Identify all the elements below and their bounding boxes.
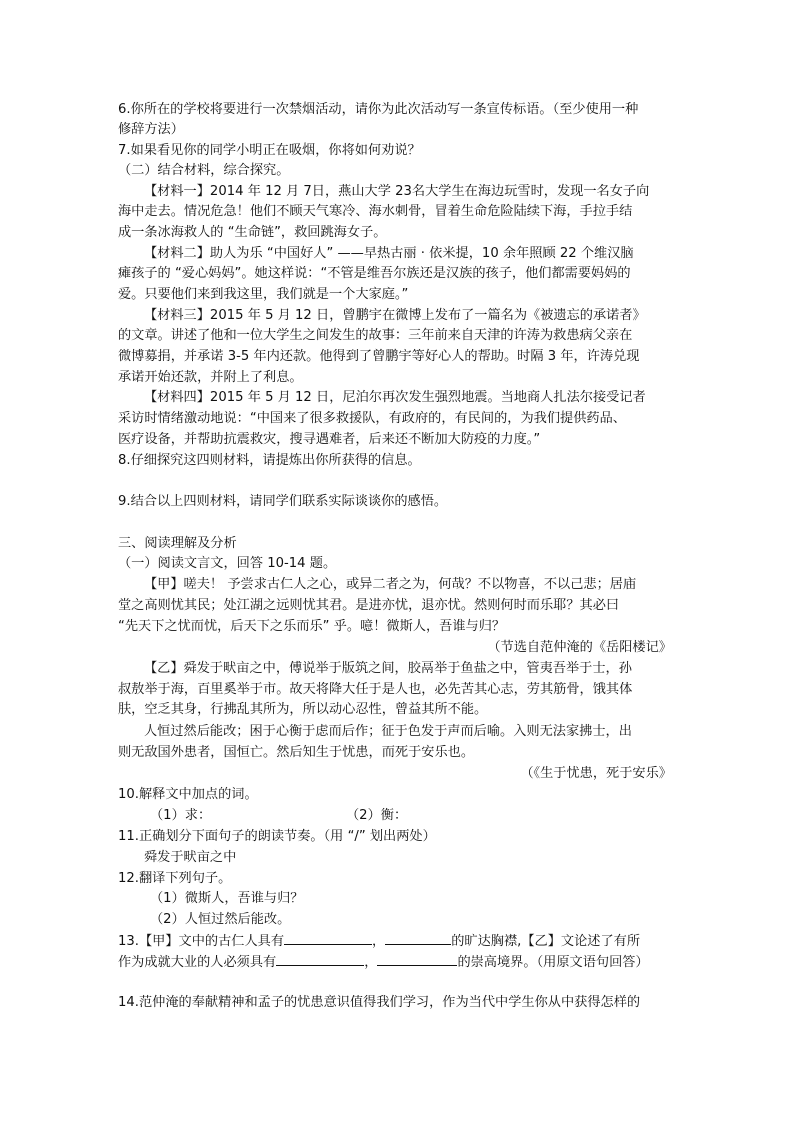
q8: 8.仔细探究这四则材料，请提炼出你所获得的信息。 <box>118 453 421 468</box>
q13-text-e: ， <box>364 955 378 970</box>
q13-text-b: ， <box>372 934 386 949</box>
material-1-line-2: 海中走去。情况危急！他们不顾天气寒冷、海水刺骨，冒着生命危险陆续下海，手拉手结 <box>118 204 633 219</box>
q13-text-a: 13.【甲】文中的古仁人具有 <box>118 934 285 949</box>
material-1-line-1: 【材料一】2014 年 12 月 7日，燕山大学 23名大学生在海边玩雪时，发现一名女子向 <box>144 184 650 199</box>
material-3-line-2: 的文章。讲述了他和一位大学生之间发生的故事：三年前来自天津的许涛为救患病父亲在 <box>118 328 633 343</box>
material-2-line-3: 爱。只要他们来到我这里，我们就是一个大家庭。” <box>118 287 409 302</box>
material-2-line-1: 【材料二】助人为乐 “中国好人” ——早热古丽 · 依米提，10 余年照顾 22 个维汉脑 <box>144 246 634 261</box>
q10-item-2: （2）衡： <box>346 808 408 823</box>
passage-jia-source: （节选自范仲淹的《岳阳楼记》 <box>487 640 672 655</box>
q11-sentence: 舜发于畎亩之中 <box>144 850 237 865</box>
material-1-line-3: 成一条冰海救人的 “生命链”，救回跳海女子。 <box>118 225 387 240</box>
q12-item-2: （2）人恒过然后能改。 <box>150 912 291 927</box>
q7: 7.如果看见你的同学小明正在吸烟，你将如何劝说？ <box>118 143 421 158</box>
section-2-title: （二）结合材料，综合探究。 <box>118 163 290 178</box>
q10-item-1: （1）求： <box>150 808 212 823</box>
q13-blank-3[interactable] <box>276 952 364 966</box>
material-3-line-4: 承诺开始还款，并附上了利息。 <box>118 370 303 385</box>
q13-text-f: 的崇高境界。（用原文语句回答） <box>457 955 649 970</box>
q11: 11.正确划分下面句子的朗读节奏。（用 “/” 划出两处） <box>118 829 436 844</box>
passage-jia-line-2: 堂之高则忧其民；处江湖之远则忧其君。是进亦忧，退亦忧。然则何时而乐耶？其必曰 <box>118 598 620 613</box>
q13-line-1 <box>118 931 640 952</box>
q12-item-1: （1）微斯人，吾谁与归？ <box>150 891 304 906</box>
passage-yi-source: （《生于忧患，死于安乐》 <box>520 766 672 781</box>
q12: 12.翻译下列句子。 <box>118 871 232 886</box>
passage-jia-line-1: 【甲】嗟夫！ 予尝求古仁人之心，或异二者之为，何哉？不以物喜，不以己悲；居庙 <box>144 577 637 592</box>
material-4-line-2: 采访时情绪激动地说：“中国来了很多救援队，有政府的，有民间的，为我们提供药品、 <box>118 411 626 426</box>
q13-text-c: 的旷达胸襟,【乙】文论述了有所 <box>451 934 641 949</box>
passage-yi-line-1: 【乙】舜发于畎亩之中，傅说举于版筑之间，胶鬲举于鱼盐之中，管夷吾举于士，孙 <box>144 661 632 676</box>
q13-blank-4[interactable] <box>377 952 457 966</box>
passage-yi-line-3: 肤，空乏其身，行拂乱其所为，所以动心忍性，曾益其所不能。 <box>118 702 488 717</box>
material-4-line-1: 【材料四】2015 年 5 月 12 日，尼泊尔再次发生强烈地震。当地商人扎法尔接受记者 <box>144 390 646 405</box>
q6-line-1: 6.你所在的学校将要进行一次禁烟活动，请你为此次活动写一条宣传标语。（至少使用一种 <box>118 102 639 117</box>
q6-line-2: 修辞方法） <box>118 122 184 137</box>
passage-yi-line-4: 人恒过然后能改；困于心衡于虑而后作；征于色发于声而后喻。入则无法家拂士，出 <box>144 724 632 739</box>
passage-yi-line-2: 叔敖举于海，百里奚举于市。故天将降大任于是人也，必先苦其心志，劳其筋骨，饿其体 <box>118 682 633 697</box>
passage-jia-line-3: “先天下之忧而忧，后天下之乐而乐” 乎。噫！微斯人，吾谁与归？ <box>118 619 506 634</box>
q14: 14.范仲淹的奉献精神和孟子的忧患意识值得我们学习，作为当代中学生你从中获得怎样的 <box>118 995 641 1010</box>
section-3-title: 三、阅读理解及分析 <box>118 536 237 551</box>
material-3-line-1: 【材料三】2015 年 5 月 12 日，曾鹏宇在微博上发布了一篇名为《被遗忘的承诺者》 <box>144 308 646 323</box>
section-3-subtitle: （一）阅读文言文，回答 10-14 题。 <box>118 556 337 571</box>
passage-yi-line-5: 则无敌国外患者，国恒亡。然后知生于忧患，而死于安乐也。 <box>118 745 475 760</box>
q13-text-d: 作为成就大业的人必须具有 <box>118 955 277 970</box>
q13-blank-1[interactable] <box>284 931 372 945</box>
q13-blank-2[interactable] <box>385 931 451 945</box>
material-3-line-3: 微博募捐，并承诺 3-5 年内还款。他得到了曾鹏宇等好心人的帮助。时隔 3 年，许涛兑现 <box>118 349 640 364</box>
material-2-line-2: 瘫孩子的 “爱心妈妈”。她这样说：“不管是维吾尔族还是汉族的孩子，他们都需要妈妈的 <box>118 266 631 281</box>
q10: 10.解释文中加点的词。 <box>118 787 258 802</box>
q9: 9.结合以上四则材料，请同学们联系实际谈谈你的感悟。 <box>118 494 448 509</box>
material-4-line-3: 医疗设备，并帮助抗震救灾，搜寻遇难者，后来还不断加大防疫的力度。” <box>118 432 541 447</box>
q13-line-2 <box>118 952 649 973</box>
